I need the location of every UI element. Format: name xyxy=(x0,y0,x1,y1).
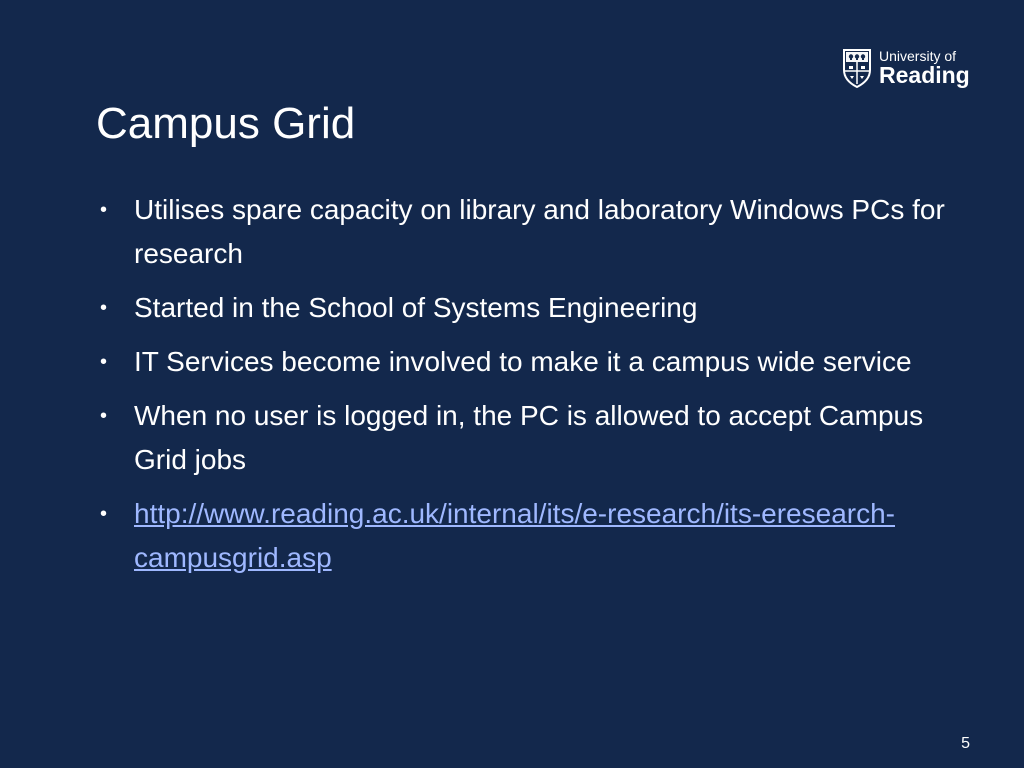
bullet-item-link[interactable] xyxy=(96,492,976,580)
page-number: 5 xyxy=(961,735,970,752)
slide-title: Campus Grid xyxy=(96,99,356,148)
university-logo xyxy=(842,48,982,94)
campus-grid-link[interactable]: http://www.reading.ac.uk/internal/its/e-research/its-eresearch-campusgrid.asp xyxy=(134,498,895,573)
bullet-text: IT Services become involved to make it a campus wide service xyxy=(134,346,912,377)
bullet-item xyxy=(96,286,976,330)
logo-text xyxy=(879,48,970,87)
bullet-item xyxy=(96,188,976,276)
bullet-text: Started in the School of Systems Engineering xyxy=(134,292,698,323)
bullet-dot-icon: • xyxy=(100,297,108,319)
logo-university-of: University of xyxy=(879,48,957,64)
bullet-text: When no user is logged in, the PC is allowed to accept Campus Grid jobs xyxy=(134,400,924,475)
bullet-dot-icon: • xyxy=(100,503,108,525)
bullet-dot-icon: • xyxy=(100,351,108,373)
logo-reading: Reading xyxy=(879,62,970,88)
bullet-dot-icon: • xyxy=(100,199,108,221)
bullet-text: Utilises spare capacity on library and laboratory Windows PCs for research xyxy=(134,194,945,269)
bullet-item xyxy=(96,394,976,482)
bullet-dot-icon: • xyxy=(100,405,108,427)
bullet-item xyxy=(96,340,976,384)
university-shield-icon xyxy=(842,48,872,88)
bullet-list xyxy=(96,188,976,590)
